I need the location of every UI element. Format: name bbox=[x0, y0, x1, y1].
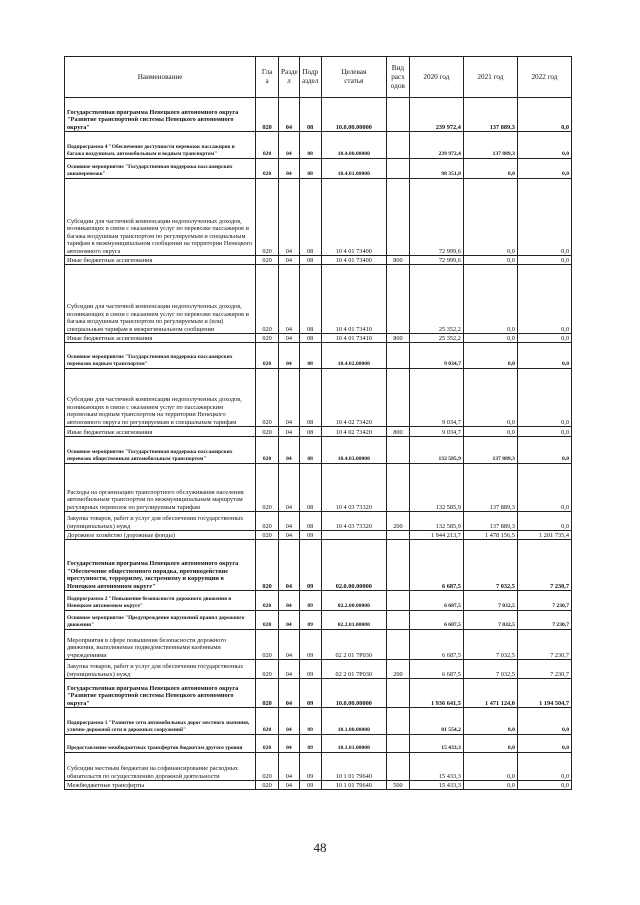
row-amount-2021: 0,0 bbox=[463, 708, 517, 735]
row-target-article: 10.4.03.00000 bbox=[321, 437, 386, 464]
row-subsection: 08 bbox=[299, 179, 321, 256]
row-expense-type bbox=[387, 531, 410, 540]
row-chapter: 020 bbox=[256, 369, 279, 427]
row-section: 04 bbox=[279, 735, 300, 753]
row-amount-2021: 1 471 124,0 bbox=[463, 679, 517, 708]
row-section: 04 bbox=[279, 464, 300, 512]
row-target-article: 02.2.01.00000 bbox=[321, 611, 386, 630]
row-amount-2021: 0,0 bbox=[463, 753, 517, 781]
row-chapter: 020 bbox=[256, 334, 279, 343]
row-section: 04 bbox=[279, 630, 300, 660]
row-name: Основное мероприятие "Государственная поддержка пассажирских перевозок водным транспортом" bbox=[65, 343, 256, 369]
row-amount-2022: 0,0 bbox=[517, 132, 571, 159]
table-row bbox=[65, 343, 572, 369]
row-target-article: 10 4 02 73420 bbox=[321, 427, 386, 437]
row-amount-2021: 0,0 bbox=[463, 427, 517, 437]
budget-table bbox=[64, 56, 572, 790]
row-section: 04 bbox=[279, 611, 300, 630]
table-row bbox=[65, 179, 572, 256]
row-name: Подпрограмма 2 "Повышение безопасности дорожного движения в Ненецком автономном округе" bbox=[65, 591, 256, 611]
row-amount-2022: 7 230,7 bbox=[517, 591, 571, 611]
header-year-2022: 2022 год bbox=[517, 57, 571, 98]
row-amount-2020: 9 034,7 bbox=[409, 343, 463, 369]
row-target-article: 10.4.01.00000 bbox=[321, 159, 386, 179]
row-amount-2022: 1 201 735,4 bbox=[517, 531, 571, 540]
row-section: 04 bbox=[279, 334, 300, 343]
row-amount-2022: 0,0 bbox=[517, 512, 571, 531]
row-subsection: 09 bbox=[299, 531, 321, 540]
row-name: Подпрограмма 1 "Развитие сети автомобильных дорог местного значения, улично-дорожной сети и дорожных сооружений" bbox=[65, 708, 256, 735]
row-amount-2020: 9 034,7 bbox=[409, 427, 463, 437]
row-amount-2021: 0,0 bbox=[463, 343, 517, 369]
row-amount-2022: 0,0 bbox=[517, 464, 571, 512]
table-row bbox=[65, 540, 572, 591]
row-section: 04 bbox=[279, 660, 300, 679]
row-amount-2021: 137 889,3 bbox=[463, 512, 517, 531]
row-amount-2022: 0,0 bbox=[517, 369, 571, 427]
row-amount-2022: 0,0 bbox=[517, 343, 571, 369]
table-row bbox=[65, 369, 572, 427]
row-target-article: 10 1 01 79640 bbox=[321, 753, 386, 781]
row-expense-type bbox=[387, 98, 410, 132]
row-amount-2020: 239 972,4 bbox=[409, 132, 463, 159]
header-name: Наименование bbox=[65, 57, 256, 98]
row-section: 04 bbox=[279, 98, 300, 132]
row-target-article: 02 2 01 7Р030 bbox=[321, 630, 386, 660]
row-name: Государственная программа Ненецкого автономного округа "Развитие транспортной системы Ненецкого автономного округа" bbox=[65, 679, 256, 708]
row-amount-2022: 7 230,7 bbox=[517, 540, 571, 591]
row-expense-type: 500 bbox=[387, 781, 410, 790]
row-chapter: 020 bbox=[256, 735, 279, 753]
row-chapter: 020 bbox=[256, 98, 279, 132]
row-amount-2022: 0,0 bbox=[517, 179, 571, 256]
row-chapter: 020 bbox=[256, 708, 279, 735]
row-subsection: 08 bbox=[299, 98, 321, 132]
row-subsection: 08 bbox=[299, 343, 321, 369]
row-target-article: 10 1 01 79640 bbox=[321, 781, 386, 790]
row-name: Предоставление межбюджетных трансфертов бюджетам другого уровня bbox=[65, 735, 256, 753]
row-amount-2022: 7 230,7 bbox=[517, 630, 571, 660]
row-subsection: 08 bbox=[299, 369, 321, 427]
row-name: Субсидии для частичной компенсации недополученных доходов, возникающих в связи с оказанием услуг по пассажирским перевозкам водным транспортом на территории Ненецкого автономного округа по регулируемым и специальным тарифам bbox=[65, 369, 256, 427]
row-section: 04 bbox=[279, 437, 300, 464]
row-expense-type bbox=[387, 540, 410, 591]
row-section: 04 bbox=[279, 265, 300, 334]
row-amount-2020: 239 972,4 bbox=[409, 98, 463, 132]
header-expense-type: Вид расх одов bbox=[387, 57, 410, 98]
row-target-article: 10.0.00.00000 bbox=[321, 98, 386, 132]
row-chapter: 020 bbox=[256, 343, 279, 369]
row-chapter: 020 bbox=[256, 781, 279, 790]
row-amount-2020: 25 352,2 bbox=[409, 265, 463, 334]
row-amount-2022: 0,0 bbox=[517, 334, 571, 343]
row-subsection: 09 bbox=[299, 591, 321, 611]
row-amount-2020: 132 585,9 bbox=[409, 464, 463, 512]
row-name: Мероприятия в сфере повышения безопасности дорожного движения, выполняемые подведомственными казёнными учреждениями bbox=[65, 630, 256, 660]
row-subsection: 08 bbox=[299, 464, 321, 512]
row-amount-2022: 0,0 bbox=[517, 256, 571, 265]
row-amount-2020: 6 687,5 bbox=[409, 591, 463, 611]
row-target-article: 10 4 01 73400 bbox=[321, 179, 386, 256]
row-amount-2022: 7 230,7 bbox=[517, 660, 571, 679]
table-row bbox=[65, 630, 572, 660]
row-amount-2020: 15 433,3 bbox=[409, 781, 463, 790]
row-subsection: 08 bbox=[299, 132, 321, 159]
row-amount-2021: 137 889,3 bbox=[463, 98, 517, 132]
row-chapter: 020 bbox=[256, 427, 279, 437]
row-subsection: 09 bbox=[299, 679, 321, 708]
row-section: 04 bbox=[279, 159, 300, 179]
row-chapter: 020 bbox=[256, 512, 279, 531]
row-expense-type bbox=[387, 753, 410, 781]
row-section: 04 bbox=[279, 708, 300, 735]
table-row bbox=[65, 679, 572, 708]
row-chapter: 020 bbox=[256, 611, 279, 630]
row-chapter: 020 bbox=[256, 531, 279, 540]
row-amount-2020: 72 999,6 bbox=[409, 256, 463, 265]
row-chapter: 020 bbox=[256, 159, 279, 179]
row-subsection: 09 bbox=[299, 630, 321, 660]
row-section: 04 bbox=[279, 343, 300, 369]
row-target-article: 10 4 01 73410 bbox=[321, 334, 386, 343]
row-name: Государственная программа Ненецкого автономного округа "Обеспечение общественного порядка, противодействие преступности, терроризму, экстремизму и коррупции в Ненецком автономном округе" bbox=[65, 540, 256, 591]
row-amount-2020: 6 687,5 bbox=[409, 540, 463, 591]
row-amount-2022: 0,0 bbox=[517, 753, 571, 781]
row-target-article: 10.1.01.00000 bbox=[321, 735, 386, 753]
row-subsection: 09 bbox=[299, 660, 321, 679]
row-expense-type bbox=[387, 735, 410, 753]
row-amount-2020: 15 433,3 bbox=[409, 735, 463, 753]
row-amount-2022: 7 230,7 bbox=[517, 611, 571, 630]
row-section: 04 bbox=[279, 512, 300, 531]
row-amount-2021: 7 032,5 bbox=[463, 630, 517, 660]
row-subsection: 08 bbox=[299, 437, 321, 464]
row-chapter: 020 bbox=[256, 753, 279, 781]
row-subsection: 09 bbox=[299, 753, 321, 781]
row-amount-2021: 7 032,5 bbox=[463, 660, 517, 679]
row-amount-2021: 137 889,3 bbox=[463, 464, 517, 512]
row-expense-type bbox=[387, 708, 410, 735]
row-name: Иные бюджетные ассигнования bbox=[65, 256, 256, 265]
row-expense-type bbox=[387, 132, 410, 159]
header-chapter: Гла а bbox=[256, 57, 279, 98]
row-amount-2021: 0,0 bbox=[463, 334, 517, 343]
row-section: 04 bbox=[279, 256, 300, 265]
page-number: 48 bbox=[313, 840, 327, 855]
row-amount-2020: 25 352,2 bbox=[409, 334, 463, 343]
row-chapter: 020 bbox=[256, 591, 279, 611]
row-amount-2020: 1 936 641,5 bbox=[409, 679, 463, 708]
row-expense-type bbox=[387, 159, 410, 179]
row-amount-2022: 0,0 bbox=[517, 735, 571, 753]
table-row bbox=[65, 781, 572, 790]
row-chapter: 020 bbox=[256, 464, 279, 512]
row-target-article: 02.0.00.00000 bbox=[321, 540, 386, 591]
row-target-article: 10.0.00.00000 bbox=[321, 679, 386, 708]
row-amount-2021: 0,0 bbox=[463, 159, 517, 179]
row-section: 04 bbox=[279, 369, 300, 427]
table-row bbox=[65, 611, 572, 630]
row-name: Субсидии для частичной компенсации недополученных доходов, возникающих в связи с оказанием услуг по перевозке пассажиров и багажа воздушным транспортом по регулируемым и специальным тарифам в межмуниципальном сообщении на территории Ненецкого автономного округа bbox=[65, 179, 256, 256]
header-year-2021: 2021 год bbox=[463, 57, 517, 98]
row-subsection: 09 bbox=[299, 708, 321, 735]
row-expense-type bbox=[387, 464, 410, 512]
table-row bbox=[65, 256, 572, 265]
row-expense-type bbox=[387, 679, 410, 708]
row-target-article bbox=[321, 531, 386, 540]
row-subsection: 08 bbox=[299, 334, 321, 343]
row-subsection: 08 bbox=[299, 512, 321, 531]
row-expense-type bbox=[387, 265, 410, 334]
header-section: Разде л bbox=[279, 57, 300, 98]
header-target-article: Целевая статья bbox=[321, 57, 386, 98]
row-amount-2020: 9 034,7 bbox=[409, 369, 463, 427]
row-expense-type bbox=[387, 369, 410, 427]
table-row bbox=[65, 437, 572, 464]
row-name: Основное мероприятие "Государственная поддержка пассажирских авиаперевозок" bbox=[65, 159, 256, 179]
row-amount-2021: 7 032,5 bbox=[463, 611, 517, 630]
row-name: Основное мероприятие "Государственная поддержка пассажирских перевозок общественным автомобильным транспортом" bbox=[65, 437, 256, 464]
row-name: Закупка товаров, работ и услуг для обеспечения государственных (муниципальных) нужд bbox=[65, 660, 256, 679]
row-amount-2021: 0,0 bbox=[463, 265, 517, 334]
row-section: 04 bbox=[279, 531, 300, 540]
row-section: 04 bbox=[279, 753, 300, 781]
row-amount-2021: 0,0 bbox=[463, 735, 517, 753]
row-amount-2021: 0,0 bbox=[463, 179, 517, 256]
row-subsection: 09 bbox=[299, 735, 321, 753]
row-amount-2022: 0,0 bbox=[517, 98, 571, 132]
row-name: Расходы на организацию транспортного обслуживания населения автомобильным транспортом по межмуниципальным маршрутам регулярных перевозок по регулируемым тарифам bbox=[65, 464, 256, 512]
row-amount-2021: 137 889,3 bbox=[463, 437, 517, 464]
row-target-article: 10.4.02.00000 bbox=[321, 343, 386, 369]
row-subsection: 08 bbox=[299, 256, 321, 265]
table-row bbox=[65, 98, 572, 132]
row-expense-type bbox=[387, 591, 410, 611]
row-target-article: 10 4 03 73320 bbox=[321, 464, 386, 512]
row-amount-2022: 0,0 bbox=[517, 265, 571, 334]
row-name: Государственная программа Ненецкого автономного округа "Развитие транспортной системы Ненецкого автономного округа" bbox=[65, 98, 256, 132]
row-section: 04 bbox=[279, 132, 300, 159]
table-row bbox=[65, 735, 572, 753]
row-name: Межбюджетные трансферты bbox=[65, 781, 256, 790]
row-amount-2022: 1 194 504,7 bbox=[517, 679, 571, 708]
row-amount-2022: 0,0 bbox=[517, 437, 571, 464]
row-expense-type bbox=[387, 437, 410, 464]
row-subsection: 09 bbox=[299, 540, 321, 591]
row-chapter: 020 bbox=[256, 630, 279, 660]
row-expense-type: 800 bbox=[387, 334, 410, 343]
row-chapter: 020 bbox=[256, 679, 279, 708]
table-row bbox=[65, 464, 572, 512]
row-target-article: 02 2 01 7Р030 bbox=[321, 660, 386, 679]
row-name: Основное мероприятие "Предупреждение нарушений правил дорожного движения" bbox=[65, 611, 256, 630]
header-subsection: Подр аздел bbox=[299, 57, 321, 98]
table-row bbox=[65, 708, 572, 735]
row-target-article: 02.2.00.00000 bbox=[321, 591, 386, 611]
row-target-article: 10.1.00.00000 bbox=[321, 708, 386, 735]
table-row bbox=[65, 427, 572, 437]
row-target-article: 10 4 02 73420 bbox=[321, 369, 386, 427]
row-subsection: 08 bbox=[299, 265, 321, 334]
row-expense-type bbox=[387, 343, 410, 369]
table-row bbox=[65, 531, 572, 540]
row-amount-2020: 6 687,5 bbox=[409, 611, 463, 630]
row-subsection: 08 bbox=[299, 427, 321, 437]
table-row bbox=[65, 660, 572, 679]
row-amount-2020: 132 585,9 bbox=[409, 512, 463, 531]
row-subsection: 09 bbox=[299, 781, 321, 790]
row-chapter: 020 bbox=[256, 256, 279, 265]
row-amount-2020: 81 554,2 bbox=[409, 708, 463, 735]
row-expense-type: 200 bbox=[387, 512, 410, 531]
row-amount-2020: 132 585,9 bbox=[409, 437, 463, 464]
row-amount-2021: 0,0 bbox=[463, 781, 517, 790]
row-subsection: 09 bbox=[299, 611, 321, 630]
table-header-row bbox=[65, 57, 572, 98]
row-section: 04 bbox=[279, 591, 300, 611]
row-name: Подпрограмма 4 "Обеспечение доступности перевозок пассажиров и багажа воздушным, автомобильным и водным транспортом" bbox=[65, 132, 256, 159]
row-amount-2022: 0,0 bbox=[517, 781, 571, 790]
row-name: Иные бюджетные ассигнования bbox=[65, 334, 256, 343]
row-chapter: 020 bbox=[256, 660, 279, 679]
row-expense-type: 800 bbox=[387, 427, 410, 437]
row-section: 04 bbox=[279, 781, 300, 790]
row-name: Закупка товаров, работ и услуг для обеспечения государственных (муниципальных) нужд bbox=[65, 512, 256, 531]
row-name: Субсидии для частичной компенсации недополученных доходов, возникающих в связи с оказанием услуг по перевозке пассажиров и багажа воздушным транспортом по регулируемым и (или) специальным тарифам в межрегиональном сообщении bbox=[65, 265, 256, 334]
table-row bbox=[65, 334, 572, 343]
row-chapter: 020 bbox=[256, 179, 279, 256]
row-target-article: 10 4 01 73410 bbox=[321, 265, 386, 334]
table-row bbox=[65, 265, 572, 334]
row-amount-2020: 98 351,8 bbox=[409, 159, 463, 179]
table-row bbox=[65, 591, 572, 611]
table-row bbox=[65, 132, 572, 159]
row-expense-type: 200 bbox=[387, 660, 410, 679]
row-chapter: 020 bbox=[256, 265, 279, 334]
row-amount-2022: 0,0 bbox=[517, 427, 571, 437]
row-expense-type bbox=[387, 630, 410, 660]
row-name: Дорожное хозяйство (дорожные фонды) bbox=[65, 531, 256, 540]
row-target-article: 10 4 03 73320 bbox=[321, 512, 386, 531]
row-amount-2021: 0,0 bbox=[463, 369, 517, 427]
row-section: 04 bbox=[279, 679, 300, 708]
row-amount-2020: 72 999,6 bbox=[409, 179, 463, 256]
row-target-article: 10.4.00.00000 bbox=[321, 132, 386, 159]
row-amount-2021: 7 032,5 bbox=[463, 591, 517, 611]
row-expense-type: 800 bbox=[387, 256, 410, 265]
row-chapter: 020 bbox=[256, 540, 279, 591]
row-amount-2020: 6 687,5 bbox=[409, 630, 463, 660]
row-amount-2021: 1 478 156,5 bbox=[463, 531, 517, 540]
row-amount-2022: 0,0 bbox=[517, 708, 571, 735]
table-row bbox=[65, 512, 572, 531]
row-section: 04 bbox=[279, 179, 300, 256]
row-name: Субсидии местным бюджетам на софинансирование расходных обязательств по осуществлению дорожной деятельности bbox=[65, 753, 256, 781]
row-name: Иные бюджетные ассигнования bbox=[65, 427, 256, 437]
row-expense-type bbox=[387, 179, 410, 256]
row-target-article: 10 4 01 73400 bbox=[321, 256, 386, 265]
row-expense-type bbox=[387, 611, 410, 630]
row-section: 04 bbox=[279, 427, 300, 437]
row-amount-2020: 1 944 213,7 bbox=[409, 531, 463, 540]
row-amount-2021: 0,0 bbox=[463, 256, 517, 265]
header-year-2020: 2020 год bbox=[409, 57, 463, 98]
row-amount-2022: 0,0 bbox=[517, 159, 571, 179]
row-amount-2020: 6 687,5 bbox=[409, 660, 463, 679]
row-chapter: 020 bbox=[256, 437, 279, 464]
table-row bbox=[65, 159, 572, 179]
row-amount-2020: 15 433,3 bbox=[409, 753, 463, 781]
row-amount-2021: 7 032,5 bbox=[463, 540, 517, 591]
row-section: 04 bbox=[279, 540, 300, 591]
table-row bbox=[65, 753, 572, 781]
row-amount-2021: 137 889,3 bbox=[463, 132, 517, 159]
row-chapter: 020 bbox=[256, 132, 279, 159]
row-subsection: 08 bbox=[299, 159, 321, 179]
